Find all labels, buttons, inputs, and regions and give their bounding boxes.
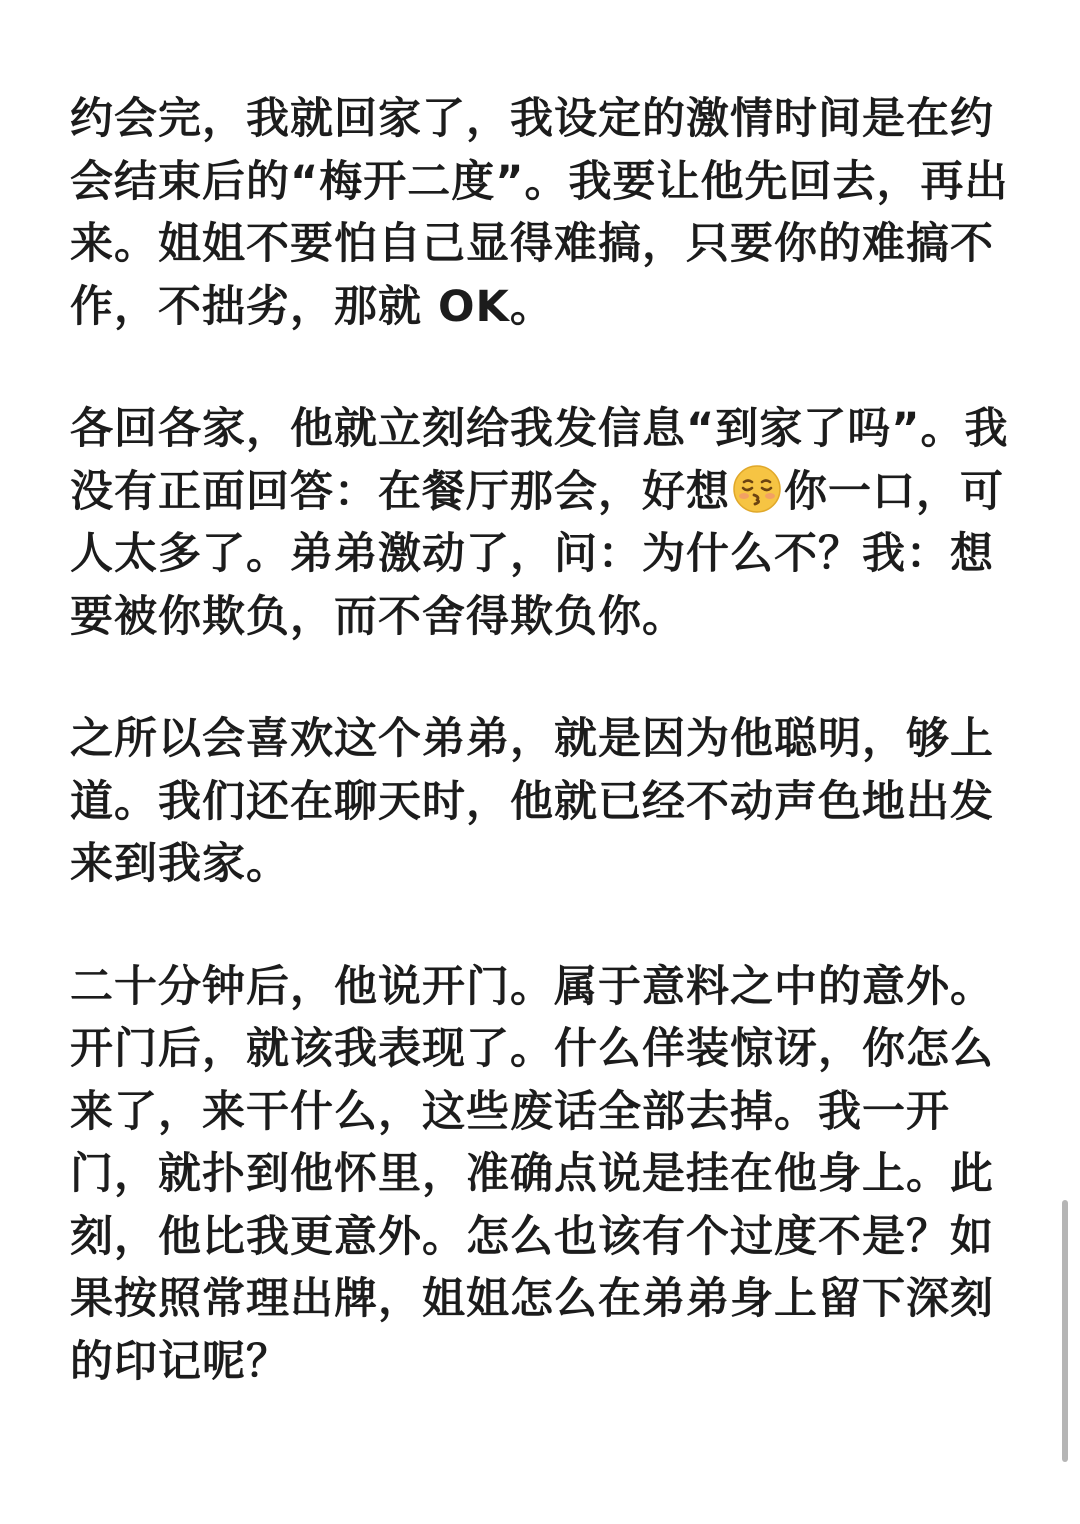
text-line: 门，就扑到他怀里，准确点说是挂在他身上。此 [70,1149,994,1199]
text-line: 各回各家，他就立刻给我发信息“到家了吗”。我 [70,404,1009,454]
text-line: 的印记呢？ [70,1336,290,1387]
text-line: 道。我们还在聊天时，他就已经不动声色地出发 [70,776,994,827]
text-line: 要被你欺负，而不舍得欺负你。 [70,591,686,642]
text-line: 会结束后的“梅开二度”。我要让他先回去，再出 [70,156,1009,207]
text-line: 来。姐姐不要怕自己显得难搞，只要你的难搞不 [70,219,994,269]
text-line: 刻，他比我更意外。怎么也该有个过度不是？如 [70,1211,994,1262]
text-line: 人太多了。弟弟激动了，问：为什么不？我：想 [70,529,994,579]
article-body [70,88,1010,1453]
paragraph-1 [70,88,1010,338]
text-line: 约会完，我就回家了，我设定的激情时间是在约 [70,94,994,144]
text-line: 没有正面回答：在餐厅那会，好想 你一口，可 [70,461,1010,524]
paragraph-4 [70,956,1010,1394]
scrollbar-thumb[interactable] [1062,1200,1068,1462]
text-line: 开门后，就该我表现了。什么佯装惊讶，你怎么 [70,1024,994,1074]
text-line: 之所以会喜欢这个弟弟，就是因为他聪明，够上 [70,714,994,764]
text-line: 果按照常理出牌，姐姐怎么在弟弟身上留下深刻 [70,1274,994,1324]
text-line: 来到我家。 [70,839,290,889]
text-line: 二十分钟后，他说开门。属于意料之中的意外。 [70,961,994,1012]
text-line: 来了，来干什么，这些废话全部去掉。我一开 [70,1086,950,1137]
paragraph-3 [70,708,1010,896]
text-line: 作，不拙劣，那就 OK。 [70,281,554,332]
kissing-face-icon [732,464,782,514]
paragraph-2 [70,398,1010,648]
